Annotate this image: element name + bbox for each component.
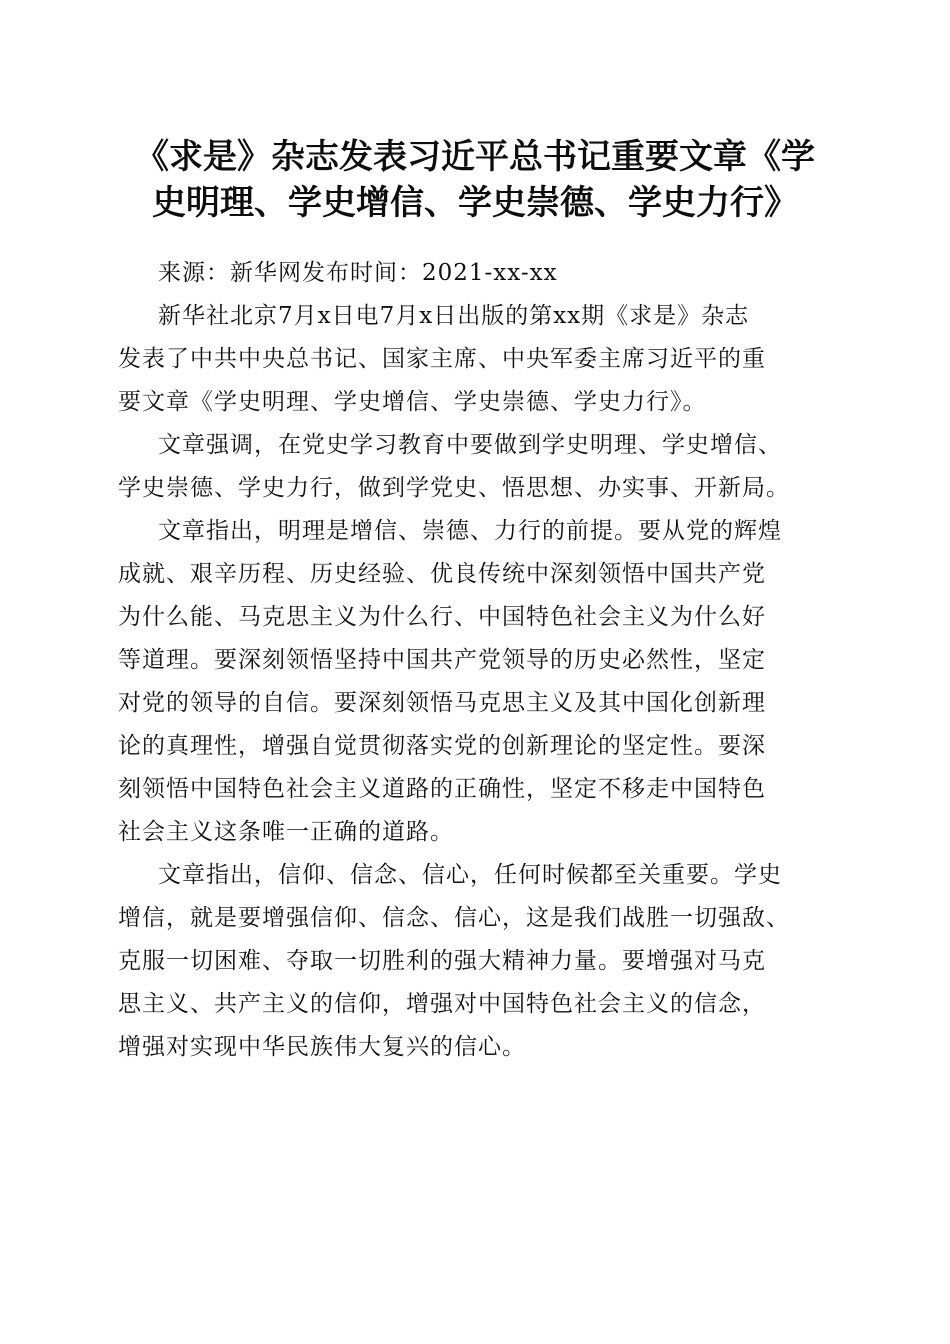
source-line — [118, 252, 838, 295]
paragraph-line: 等道理。要深刻领悟坚持中国共产党领导的历史必然性，坚定 — [118, 647, 766, 673]
title-line: 史明理、学史增信、学史崇德、学史力行》 — [152, 183, 798, 223]
paragraph-line: 文章指出，信仰、信念、信心，任何时候都至关重要。学史 — [158, 862, 782, 888]
paragraph-line: 增信，就是要增强信仰、信念、信心，这是我们战胜一切强敌、 — [118, 905, 790, 931]
paragraph-line: 文章指出，明理是增信、崇德、力行的前提。要从党的辉煌 — [158, 518, 782, 544]
paragraph-line: 刻领悟中国特色社会主义道路的正确性，坚定不移走中国特色 — [118, 776, 766, 802]
paragraph-line: 克服一切困难、夺取一切胜利的强大精神力量。要增强对马克 — [118, 948, 766, 974]
paragraph-2 — [118, 424, 838, 510]
paragraph-line: 新华社北京7月x日电7月x日出版的第xx期《求是》杂志 — [158, 303, 750, 329]
paragraph-3 — [118, 510, 838, 854]
paragraph-line: 社会主义这条唯一正确的道路。 — [118, 819, 454, 845]
paragraph-line: 文章强调，在党史学习教育中要做到学史明理、学史增信、 — [158, 432, 782, 458]
paragraph-line: 增强对实现中华民族伟大复兴的信心。 — [118, 1034, 526, 1060]
paragraph-line: 学史崇德、学史力行，做到学党史、悟思想、办实事、开新局。 — [118, 475, 790, 501]
paragraph-1 — [118, 295, 838, 424]
paragraph-line: 发表了中共中央总书记、国家主席、中央军委主席习近平的重 — [118, 346, 766, 372]
paragraph-line: 成就、艰辛历程、历史经验、优良传统中深刻领悟中国共产党 — [118, 561, 766, 587]
article-title — [100, 134, 850, 226]
paragraph-line: 为什么能、马克思主义为什么行、中国特色社会主义为什么好 — [118, 604, 766, 630]
paragraph-line: 要文章《学史明理、学史增信、学史崇德、学史力行》。 — [118, 389, 707, 415]
title-line: 《求是》杂志发表习近平总书记重要文章《学 — [135, 137, 815, 177]
article-body — [118, 252, 838, 1069]
paragraph-line: 对党的领导的自信。要深刻领悟马克思主义及其中国化创新理 — [118, 690, 766, 716]
paragraph-line: 思主义、共产主义的信仰，增强对中国特色社会主义的信念， — [118, 991, 766, 1017]
paragraph-4 — [118, 854, 838, 1069]
source-text: 来源：新华网发布时间：2021-xx-xx — [158, 260, 558, 286]
paragraph-line: 论的真理性，增强自觉贯彻落实党的创新理论的坚定性。要深 — [118, 733, 766, 759]
